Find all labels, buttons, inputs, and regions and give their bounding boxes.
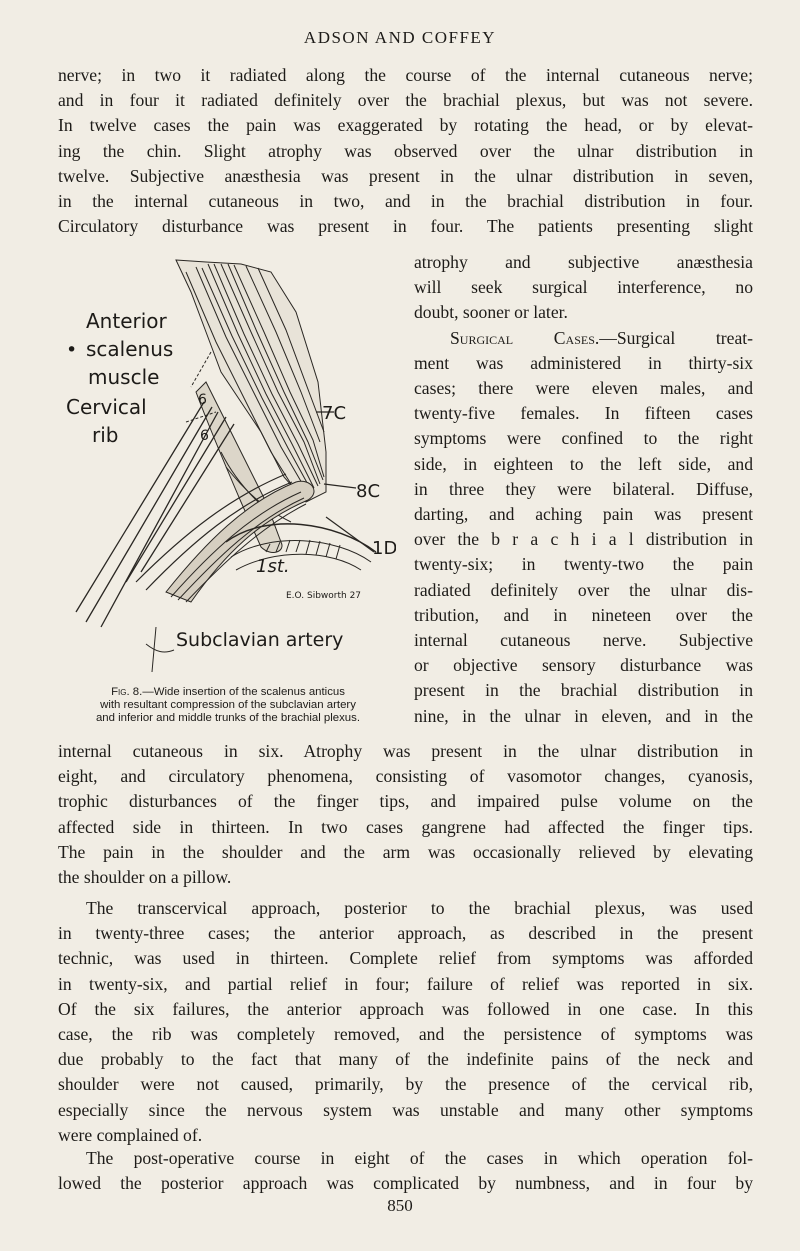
- caption-line: with resultant compression of the subclavian artery: [100, 699, 356, 711]
- text-line: in the internal cutaneous in two, and in the brachial distribution in four.: [58, 191, 753, 212]
- text-line: The transcervical approach, posterior to the brachial plexus, was used: [86, 898, 753, 918]
- text-line: in twenty-six, and partial relief in four; failure of relief was reported in six.: [58, 973, 753, 994]
- top-paragraph: [58, 63, 753, 239]
- label-8c: 8C: [356, 481, 381, 502]
- text-line: internal cutaneous in six. Atrophy was present in the ulnar distribution in: [58, 741, 753, 761]
- caption-line: and inferior and middle trunks of the brachial plexus.: [95, 712, 361, 724]
- text-line: eight, and circulatory phenomena, consisting of vasomotor changes, cyanosis,: [58, 766, 753, 787]
- text-line: will seek surgical interference, no: [414, 277, 753, 298]
- text-line: or objective sensory disturbance was: [414, 655, 753, 676]
- text-line: in three they were bilateral. Diffuse,: [414, 478, 753, 499]
- text-line: especially since the nervous system was unstable and many other symptoms: [58, 1099, 753, 1120]
- text-line: cases; there were eleven males, and: [414, 378, 753, 399]
- text-line: doubt, sooner or later.: [414, 302, 568, 323]
- page-number: 850: [387, 1196, 413, 1215]
- label-7c: 7C: [322, 403, 347, 424]
- label-rib: rib: [92, 423, 119, 447]
- text-line: darting, and aching pain was present: [414, 504, 753, 525]
- bottom-paragraph-1: [58, 739, 753, 890]
- label-scalenus: scalenus: [86, 337, 174, 361]
- section-heading: Surgical Cases.: [450, 327, 600, 348]
- text-line: atrophy and subjective anæsthesia: [414, 252, 753, 272]
- text-line: over the b r a c h i a l distribution in: [414, 529, 753, 550]
- label-6b: 6: [200, 428, 209, 444]
- text-line: due probably to the fact that many of the indefinite pains of the neck and: [58, 1049, 753, 1070]
- text-line: internal cutaneous nerve. Subjective: [414, 630, 753, 651]
- figure-drawing: [56, 252, 396, 682]
- text-line: nine, in the ulnar in eleven, and in the: [414, 705, 753, 726]
- text-line: and in four it radiated definitely over the brachial plexus, but was not severe.: [58, 90, 753, 111]
- text-line: trophic disturbances of the finger tips, and impaired pulse volume on the: [58, 791, 753, 812]
- muscle-outline: [176, 260, 326, 502]
- text-line: twelve. Subjective anæsthesia was present in the ulnar distribution in seven,: [58, 165, 753, 186]
- caption-label: Fig. 8.: [111, 686, 143, 698]
- text-line: radiated definitely over the ulnar dis-: [414, 579, 753, 600]
- text-line: the shoulder on a pillow.: [58, 867, 232, 888]
- text-line: shoulder were not caused, primarily, by the presence of the cervical rib,: [58, 1074, 753, 1095]
- text-line: twenty-five females. In fifteen cases: [414, 403, 753, 424]
- caption-line: [52, 686, 404, 699]
- bottom-paragraph-2: [58, 896, 753, 1148]
- label-anterior: Anterior: [86, 309, 167, 333]
- illustrator-signature: E.O. Sibworth 27: [286, 591, 362, 601]
- label-6a: 6: [198, 392, 207, 408]
- text-fragment: —Surgical treat-: [599, 327, 754, 348]
- text-line: tribution, and in nineteen over the: [414, 604, 753, 625]
- text-line: ment was administered in thirty-six: [414, 352, 753, 373]
- label-muscle: muscle: [88, 365, 160, 389]
- text-line: The post-operative course in eight of the cases in which operation fol-: [86, 1148, 753, 1168]
- text-line: side, in eighteen to the left side, and: [414, 453, 753, 474]
- bullet: •: [66, 339, 78, 361]
- text-line: symptoms were confined to the right: [414, 428, 753, 449]
- label-first-rib: 1st.: [256, 556, 290, 577]
- wrapped-column: [414, 250, 753, 729]
- label-1d: 1D: [372, 538, 396, 559]
- running-head: ADSON AND COFFEY: [303, 28, 497, 47]
- label-cervical: Cervical: [66, 395, 147, 419]
- text-line: in twenty-three cases; the anterior approach, as described in the present: [58, 923, 753, 944]
- text-line: were complained of.: [58, 1124, 203, 1145]
- anatomical-figure: [56, 252, 396, 682]
- caption-text: —Wide insertion of the scalenus anticus: [142, 686, 345, 698]
- bottom-paragraph-3: [58, 1146, 753, 1196]
- text-line: Circulatory disturbance was present in four. The patients presenting slight: [58, 216, 753, 237]
- text-line: nerve; in two it radiated along the course of the internal cutaneous nerve;: [58, 65, 753, 85]
- text-line: The pain in the shoulder and the arm was occasionally relieved by elevating: [58, 841, 753, 862]
- text-line: Of the six failures, the anterior approach was followed in one case. In this: [58, 998, 753, 1019]
- text-line: affected side in thirteen. In two cases gangrene had affected the finger tips.: [58, 816, 753, 837]
- surgical-cases-line: [414, 326, 753, 351]
- text-line: In twelve cases the pain was exaggerated by rotating the head, or by elevat-: [58, 115, 753, 136]
- label-subclavian: Subclavian artery: [176, 629, 344, 651]
- text-line: twenty-six; in twenty-two the pain: [414, 554, 753, 575]
- text-line: lowed the posterior approach was complicated by numbness, and in four by: [58, 1173, 753, 1194]
- text-line: present in the brachial distribution in: [414, 680, 753, 701]
- text-line: ing the chin. Slight atrophy was observed over the ulnar distribution in: [58, 140, 753, 161]
- text-line: technic, was used in thirteen. Complete relief from symptoms was afforded: [58, 948, 753, 969]
- figure-caption: [52, 686, 404, 725]
- leader-line: [191, 352, 211, 387]
- text-line: case, the rib was completely removed, and the persistence of symptoms was: [58, 1024, 753, 1045]
